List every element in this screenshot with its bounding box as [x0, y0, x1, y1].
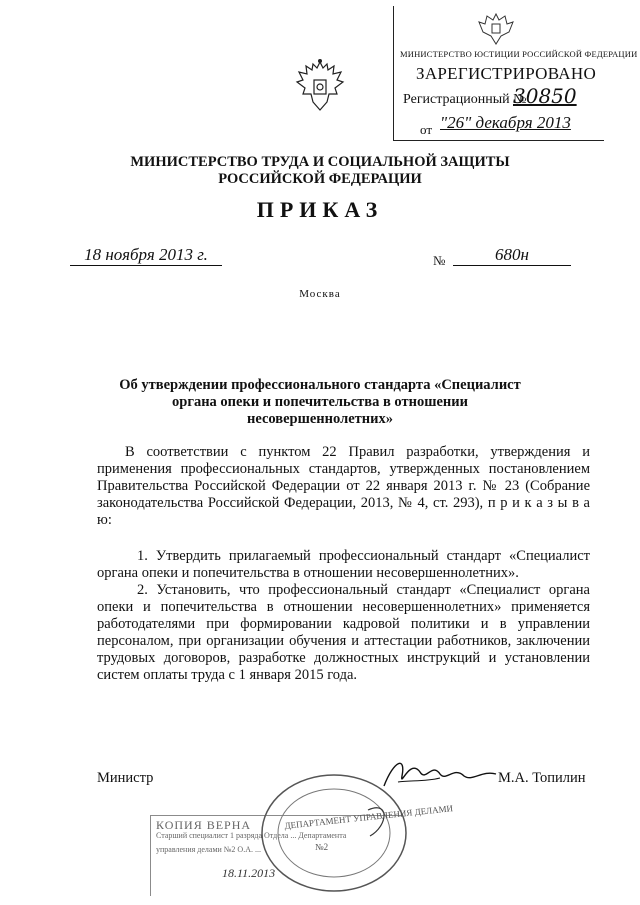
copy-stamp-title: КОПИЯ ВЕРНА: [156, 818, 252, 832]
item-2: 2. Установить, что профессиональный стандарт «Специалист органа опеки и попечительства в отношении несовершеннолетних» применяется работодателями при формировании кадровой политики и в управлении персоналом, при организации обучения и аттестации работников, заключении трудовых договоров, разработке должностных инструкций и установлении систем оплаты труда с 1 января 2015 года.: [97, 582, 590, 683]
city: Москва: [299, 288, 341, 300]
stamp-registered-label: ЗАРЕГИСТРИРОВАНО: [416, 64, 597, 83]
signatory-title: Министр: [97, 770, 154, 786]
department-seal-text: ДЕПАРТАМЕНТ УПРАВЛЕНИЯ ДЕЛАМИ: [283, 803, 454, 831]
order-number: 680н: [453, 245, 571, 266]
department-seal-icon: [258, 770, 410, 896]
stamp-date-value: "26" декабря 2013: [440, 113, 571, 132]
registration-emblem-icon: [475, 8, 517, 48]
item-1: 1. Утвердить прилагаемый профессиональный стандарт «Специалист органа опеки и попечительства в отношении несовершеннолетних».: [97, 548, 590, 581]
stamp-date-label: от: [420, 122, 433, 137]
signatory-name: М.А. Топилин: [498, 770, 586, 786]
order-subject: Об утверждении профессионального стандарта «Специалист органа опеки и попечительства в отношении несовершеннолетних»: [119, 377, 521, 427]
department-seal-number: №2: [315, 842, 329, 852]
copy-stamp-date: 18.11.2013: [222, 866, 276, 880]
order-date: 18 ноября 2013 г.: [70, 245, 222, 266]
order-title: ПРИКАЗ: [256, 197, 384, 222]
copy-stamp-line-2: управления делами №2 О.А. ...: [156, 845, 261, 854]
ministry-title: МИНИСТЕРСТВО ТРУДА И СОЦИАЛЬНОЙ ЗАЩИТЫ РОССИЙСКОЙ ФЕДЕРАЦИИ: [130, 154, 510, 187]
stamp-regnum-label: Регистрационный №: [403, 92, 527, 107]
coat-of-arms-icon: [293, 58, 347, 116]
stamp-ministry-name: МИНИСТЕРСТВО ЮСТИЦИИ РОССИЙСКОЙ ФЕДЕРАЦИИ: [400, 49, 638, 59]
copy-stamp-line-1: Старший специалист 1 разряда Отдела ... Департамента: [156, 831, 347, 840]
preamble: В соответствии с пунктом 22 Правил разработки, утверждения и применения профессиональных стандартов, утвержденных постановлением Правительства Российской Федерации от 22 января 2013 г. № 23 (Собрание законодательства Российской Федерации, 2013, № 4, ст. 293), п р и к а з ы в а ю:: [97, 444, 590, 528]
order-number-label: №: [433, 253, 446, 268]
stamp-regnum-value: 30850: [513, 84, 577, 108]
